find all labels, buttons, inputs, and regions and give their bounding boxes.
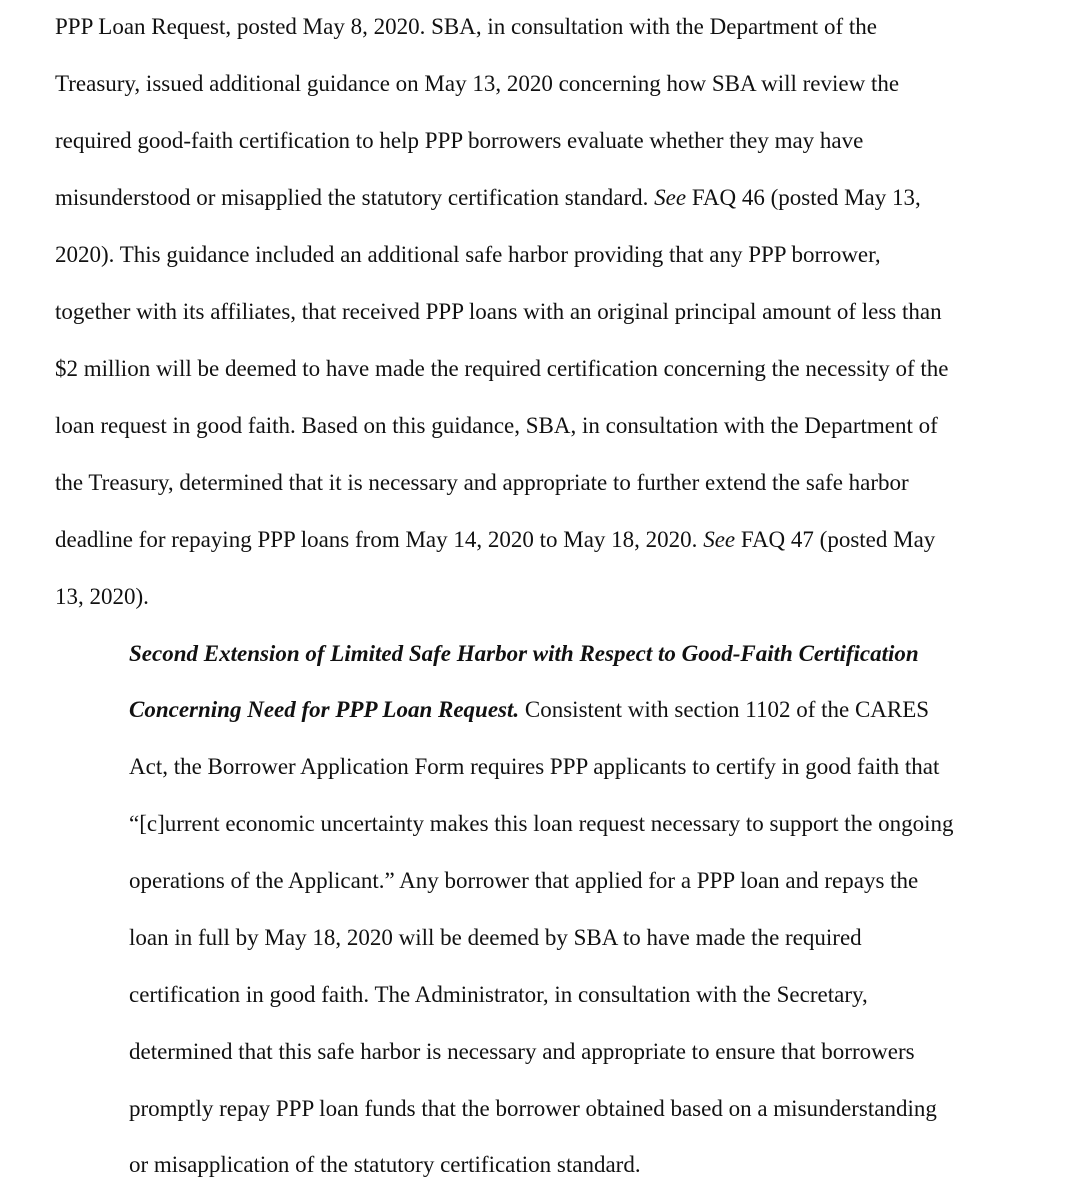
line-text: FAQ 47 (posted May — [735, 527, 936, 552]
paragraph-1-line-1: PPP Loan Request, posted May 8, 2020. SBA, in consultation with the Department of the — [55, 14, 877, 39]
section-2-line-7: certification in good faith. The Administrator, in consultation with the Secretary, — [129, 982, 868, 1007]
paragraph-1-line-6: together with its affiliates, that received PPP loans with an original principal amount of less than — [55, 299, 942, 324]
paragraph-1-line-5: 2020). This guidance included an additional safe harbor providing that any PPP borrower, — [55, 242, 881, 267]
line-text: deadline for repaying PPP loans from May 14, 2020 to May 18, 2020. — [55, 527, 704, 552]
see-citation: See — [703, 527, 736, 552]
line-text: FAQ 46 (posted May 13, — [686, 185, 921, 210]
paragraph-1-line-10 — [55, 526, 935, 554]
section-2-line-8: determined that this safe harbor is necessary and appropriate to ensure that borrowers — [129, 1039, 915, 1064]
section-heading-line-1: Second Extension of Limited Safe Harbor with Respect to Good-Faith Certification — [129, 641, 919, 666]
section-2-line-9: promptly repay PPP loan funds that the borrower obtained based on a misunderstanding — [129, 1096, 937, 1121]
section-2-line-2 — [129, 696, 929, 724]
paragraph-1-line-8: loan request in good faith. Based on this guidance, SBA, in consultation with the Department of — [55, 413, 938, 438]
section-2-line-4: “[c]urrent economic uncertainty makes this loan request necessary to support the ongoing — [129, 811, 954, 836]
section-heading-line-2: Concerning Need for PPP Loan Request. — [129, 697, 520, 722]
paragraph-1-line-11: 13, 2020). — [55, 584, 149, 609]
section-2-line-5: operations of the Applicant.” Any borrower that applied for a PPP loan and repays the — [129, 868, 919, 893]
line-text: Consistent with section 1102 of the CARES — [519, 697, 930, 722]
paragraph-1-line-4 — [55, 184, 921, 212]
section-2-line-3: Act, the Borrower Application Form requires PPP applicants to certify in good faith that — [129, 754, 940, 779]
paragraph-1-line-9: the Treasury, determined that it is necessary and appropriate to further extend the safe harbor — [55, 470, 909, 495]
see-citation: See — [654, 185, 687, 210]
paragraph-1-line-7: $2 million will be deemed to have made the required certification concerning the necessity of the — [55, 356, 949, 381]
paragraph-1-line-3: required good-faith certification to help PPP borrowers evaluate whether they may have — [55, 128, 864, 153]
paragraph-1-line-2: Treasury, issued additional guidance on May 13, 2020 concerning how SBA will review the — [55, 71, 900, 96]
section-2-line-6: loan in full by May 18, 2020 will be deemed by SBA to have made the required — [129, 925, 862, 950]
line-text: misunderstood or misapplied the statutory certification standard. — [55, 185, 655, 210]
section-2-line-10: or misapplication of the statutory certification standard. — [129, 1152, 641, 1177]
